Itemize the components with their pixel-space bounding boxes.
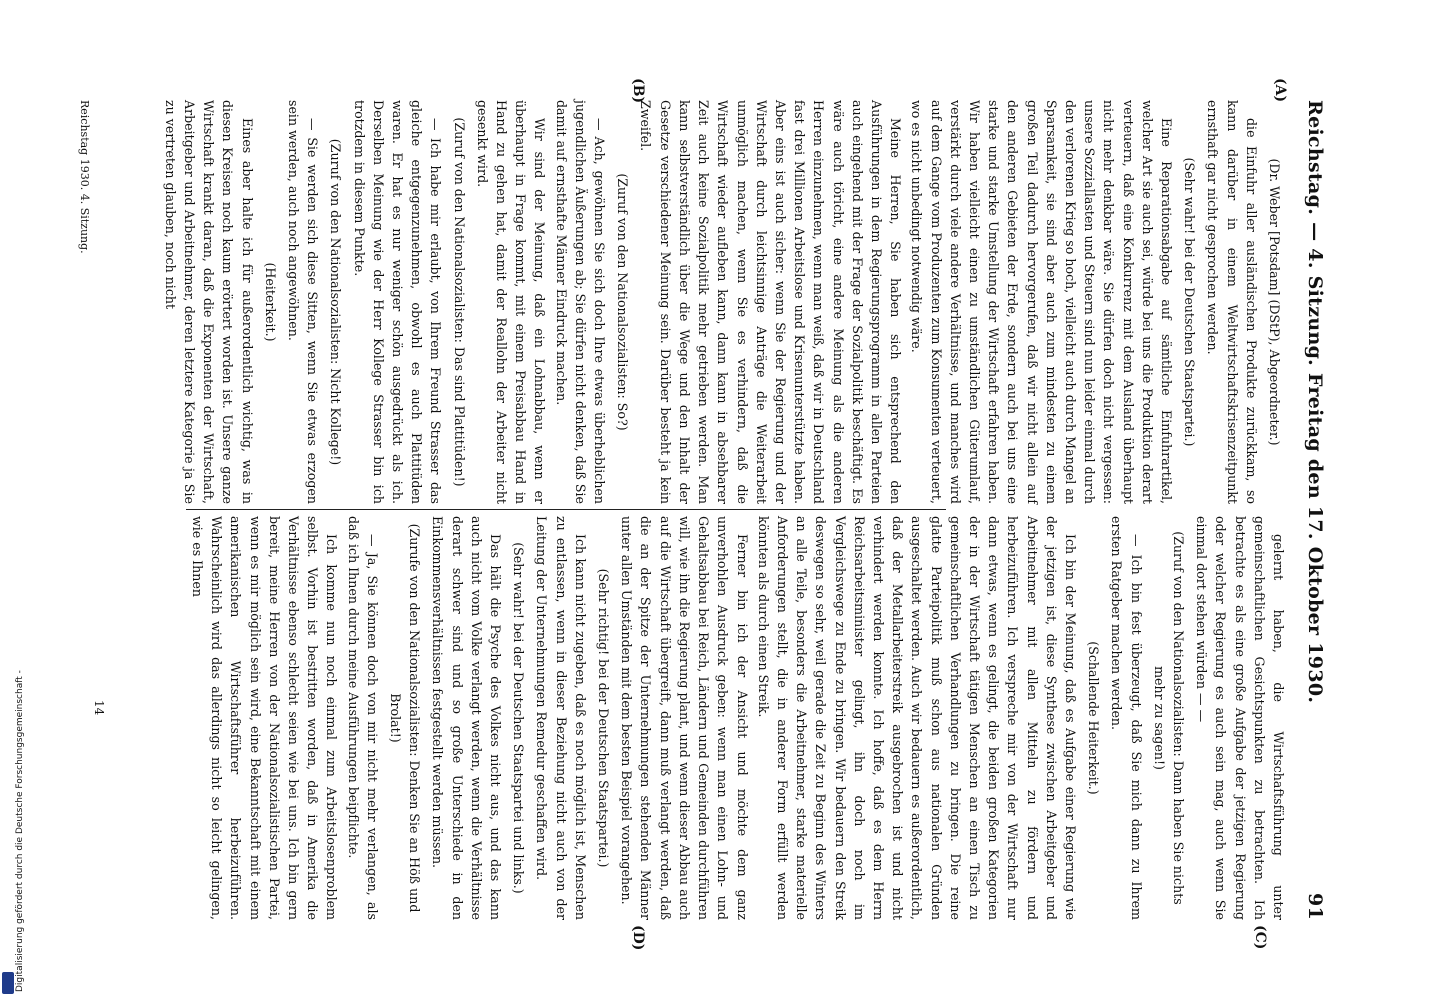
paragraph: Eines aber halte ich für außerordentlich wichtig, was in diesen Kreisen noch kaum erörtert worden ist. Unsere ganze Wirtschaft krankt daran, daß die Exponenten der Wirtschaft, Arbeitgeber und Arbeitnehmer, deren letztere Kategorie ja Sie zu vertreten glauben, noch nicht xyxy=(162,100,255,504)
paragraph: Ich kann nicht zugeben, daß es noch möglich ist, Menschen zu entlassen, wenn in dieser Beziehung nicht auch von der Leitung der Unternehmungen Remedur geschaffen wird. xyxy=(534,516,588,920)
paragraph: Wir sind der Meinung, daß ein Lohnabbau, wenn er überhaupt in Frage kommt, mit einem Preisabbau Hand in Hand zu gehen hat, damit der Reallohn der Arbeiter nicht gesenkt wird. xyxy=(474,100,548,504)
margin-marker-c: (C) xyxy=(1252,925,1268,950)
paragraph: Eine Reparationsabgabe auf sämtliche Einfuhrartikel, welcher Art sie auch sei, würde bei uns die Produktion derart verteuern, daß eine Konkurrenz mit dem Ausland überhaupt nicht mehr denkbar wäre. Sie dürfen doch nicht vergessen: unsere Sozziallasten und Steuern sind nun leider einmal durch den verlorenen Krieg so hoch, vielleicht auch durch Mangel an Sparsamkeit, sie sind aber auch zum mindesten zu einem großen Teil dadurch hervorgerufen, daß wir nicht allein auf den anderen Gebieten der Erde, sondern auch bei uns eine starke und starke Umstellung der Wirtschaft erfahren haben. Wir haben vielleicht einen zu umständlichen Güterumlauf, verstärkt durch viele andere Verhältnisse, und manches wird auf dem Gange vom Produzenten zum Konsumenten verteuert, wo es nicht unbedingt notwendig wäre. xyxy=(909,100,1174,504)
interjection: (Sehr wahr! bei der Deutschen Staatspartei.) xyxy=(1182,157,1198,447)
left-column xyxy=(162,100,1288,504)
interjection: (Zuruf von den Nationalsozialisten: Das sind Plattitüden!) xyxy=(451,117,467,487)
rotated-document-page xyxy=(46,0,1346,1000)
interjection: (Schallende Heiterkeit.) xyxy=(1086,641,1102,795)
interjection: (Sehr wahr! bei der Deutschen Staatspartei und links.) xyxy=(511,542,527,894)
margin-marker-d: (D) xyxy=(630,925,646,951)
page-header xyxy=(1290,100,1326,920)
footer-page-mark: 14 xyxy=(92,700,106,716)
interjection: (Zuruf von den Nationalsozialisten: So?) xyxy=(615,173,631,431)
paragraph: — Ich bin fest überzeugt, daß Sie mich dann zu Ihrem ersten Ratgeber machen werden. xyxy=(1109,516,1144,920)
interjection: (Sehr richtig! bei der Deutschen Staatspartei.) xyxy=(596,568,612,868)
paragraph: Meine Herren, Sie haben sich entsprechend den Ausführungen in dem Regierungsprogramm in allen Parteien auch eingehend mit der Frage der Sozialpolitik beschäftigt. Es wäre auch töricht, eine andere Meinung als die anderen Herren einzunehmen, wenn man weiß, daß wir in Deutschland fast drei Millionen Arbeitslose und Krisenunterstützte haben. Aber eins ist auch sicher: wenn Sie der Regierung und der Wirtschaft durch leichtsinnige Anträge die Weiterarbeit unmöglich machen, wenn Sie es verhindern, daß die Wirtschaft wieder aufleben kann, dann kann in absehbarer Zeit auch keine Sozialpolitik mehr getrieben werden. Man kann selbstverständlich über die Wege und den Inhalt der Gesetze verschiedener Meinung sein. Darüber besteht ja kein Zweifel. xyxy=(638,100,904,504)
paragraph: Ferner bin ich der Ansicht und möchte dem ganz unverhohlen Ausdruck geben: wenn man einen Lohn- und Gehaltsabbau bei Reich, Ländern und Gemeinden durchführen will, wie ihn die Regierung plant, und wenn dieser Abbau auch auf die Wirtschaft übergreift, dann muß verlangt werden, daß die an der Spitze der Unternehmungen stehenden Männer unter allen Umständen mit dem besten Beispiel vorangehen. xyxy=(619,516,750,920)
paragraph: Das hält die Psyche des Volkes nicht aus, und das kann auch nicht vom Volke verlangt werden, wenn die Verhältnisse derart schwer sind und so große Unterschiede in den Einkommensverhältnissen festgestellt werden müssen. xyxy=(430,516,504,920)
page-title: Reichstag. — 4. Sitzung. Freitag den 17. Oktober 1930. xyxy=(1304,100,1326,704)
paragraph: — Ja, Sie können doch von mir nicht mehr verlangen, als daß ich Ihnen durch meine Ausführungen beipflichte. xyxy=(345,516,380,920)
dfg-logo-icon xyxy=(2,972,14,994)
credit-text: Digitalisierung gefördert durch die Deutsche Forschungsgemeinschaft - xyxy=(15,670,25,992)
digitization-credit xyxy=(3,602,25,992)
right-column xyxy=(166,516,1288,920)
margin-marker-a: (A) xyxy=(1272,78,1288,103)
paragraph: — Sie werden sich diese Sitten, wenn Sie etwas erzogen sein werden, auch noch angewöhnen. xyxy=(286,100,321,504)
paragraph: Ich komme nun noch einmal zum Arbeitslosenproblem selbst. Vorhin ist bestritten worden, daß in Amerika die Verhältnisse ebenso schlecht seien wie bei uns. Ich bin gern bereit, meine Herren von der Nationalsozialistischen Partei, wenn es mir möglich sein wird, eine Bekanntschaft mit einem amerikanischen Wirtschaftsführer herbeizuführen. Wahrscheinlich wird das allerdings nicht so leicht gelingen, wie es Ihnen xyxy=(190,516,340,920)
paragraph: die Einfuhr aller ausländischen Produkte zurückkam, so kann darüber in einem Weltwirtschaftskrisenzeitpunkt ernsthaft gar nicht gesprochen werden. xyxy=(1205,100,1259,504)
page-number: 91 xyxy=(1304,892,1326,920)
paragraph: — Ach, gewöhnen Sie sich doch Ihre etwas überheblichen jugendlichen Äußerungen ab; Sie dürfen nicht denken, daß Sie damit auf ernsthafte Männer Eindruck machen. xyxy=(553,100,608,504)
margin-marker-b: (B) xyxy=(630,78,646,104)
interjection: (Zurufe von den Nationalsozialisten: Denken Sie an Höß und Brolat!) xyxy=(388,523,423,913)
speaker-line: (Dr. Weber [Potsdam] (DStP), Abgeordneter.) xyxy=(1267,158,1282,446)
interjection: (Zuruf von den Nationalsozialisten: Nicht Kollege!) xyxy=(328,138,344,466)
paragraph: — Ich habe mir erlaubt, von Ihrem Freund Strasser das gleiche entgegenzunehmen, obwohl es auch Plattitüden waren. Er hat es nur weniger schön ausgedrückt als ich. Derselben Meinung wie der Herr Kollege Strasser bin ich trotzdem in diesem Punkte. xyxy=(351,100,444,504)
paragraph: Ich bin der Meinung, daß es Aufgabe einer Regierung wie der jetzigen ist, diese Synthese zwischen Arbeitgeber und Arbeitnehmer mit allen Mitteln zu fördern und herbeizuführen. Ich verspreche mir von der Wirtschaft nur dann etwas, wenn es gelingt, die beiden großen Kategorien der in der Wirtschaft tätigen Menschen an einen Tisch zu gemeinschaftlichen Verhandlungen zu bringen. Die reine glatte Parteipolitik muß schon aus nationalen Gründen ausgeschaltet werden. Auch wir bedauern es außerordentlich, daß der Metallarbeiterstreik ausgebrochen ist und nicht verhindert werden konnte. Ich hoffe, daß es dem Herrn Reichsarbeitsminister gelingt, ihn doch noch im Vergleichswege zu Ende zu bringen. Wir bedauern den Streik deswegen so sehr, weil gerade die Zeit zu Beginn des Winters an alle Teile, besonders die Arbeitnehmer, starke materielle Anforderungen stellt, die in anderer Form erfüllt werden könnten als durch einen Streik. xyxy=(755,516,1078,920)
interjection: (Heiterkeit.) xyxy=(262,262,278,342)
paragraph: gelernt haben, die Wirtschaftsführung unter gemeinschaftlichen Gesichtspunkten zu betrachten. Ich betrachte es als eine große Aufgabe der jetzigen Regierung oder welcher Regierung es auch sein mag, auch wenn Sie einmal dort stehen würden — — xyxy=(1194,516,1286,920)
page-footer: Reichstag 1930. 4. Sitzung. xyxy=(78,100,91,254)
interjection: (Zuruf von den Nationalsozialisten: Dann haben Sie nichts mehr zu sagen!) xyxy=(1151,531,1186,905)
column-divider xyxy=(186,509,946,510)
